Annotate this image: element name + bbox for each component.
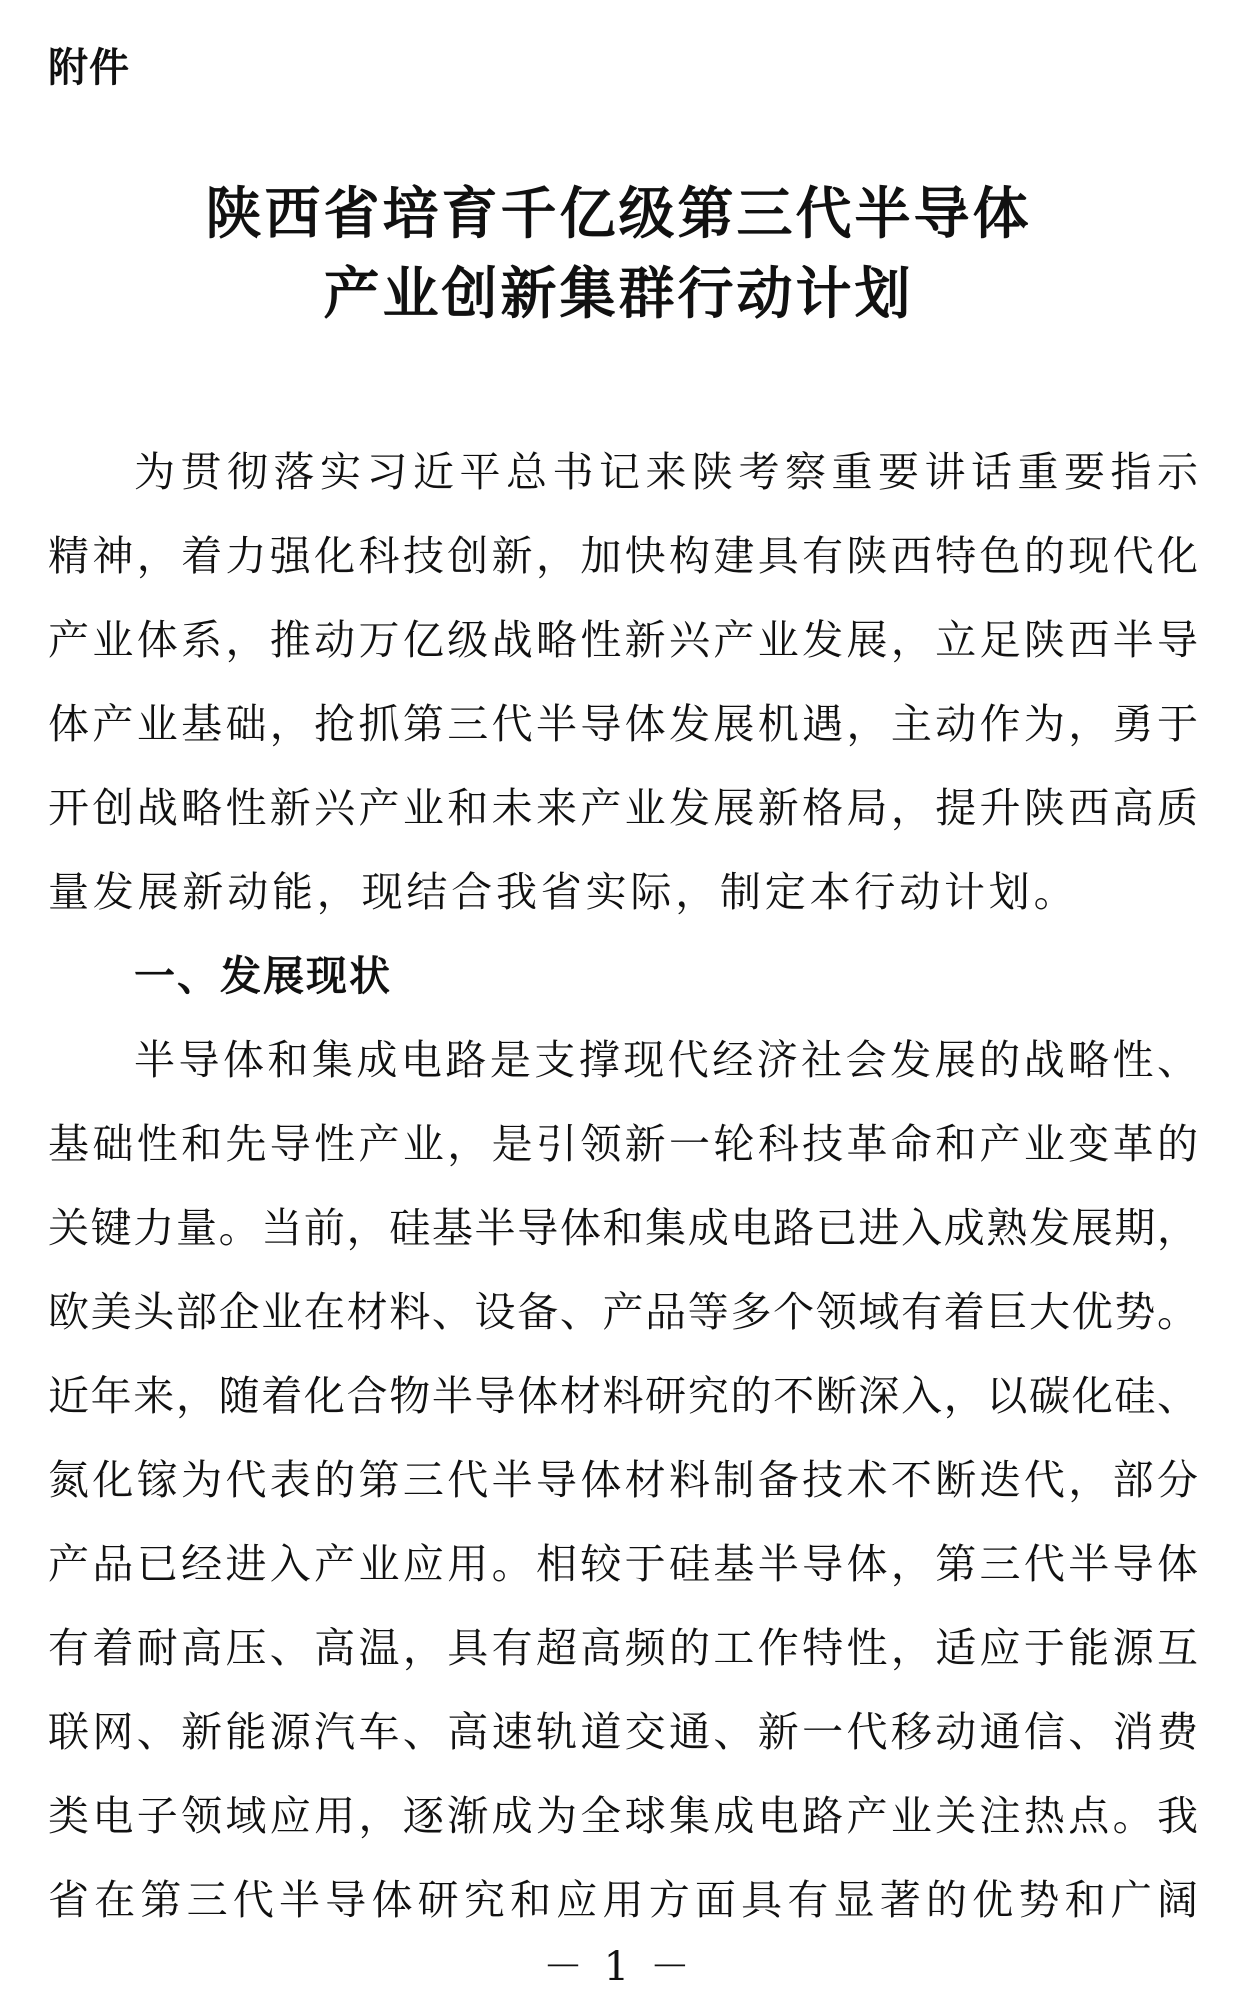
paragraph-1-line: 为贯彻落实习近平总书记来陕考察重要讲话重要指示 [134, 448, 1198, 496]
paragraph-2-line: 产品已经进入产业应用。相较于硅基半导体，第三代半导体 [48, 1540, 1198, 1588]
paragraph-2-line: 近年来，随着化合物半导体材料研究的不断深入，以碳化硅、 [48, 1372, 1198, 1420]
paragraph-2-line: 省在第三代半导体研究和应用方面具有显著的优势和广阔 [48, 1876, 1198, 1924]
title-line-2: 产业创新集群行动计划 [323, 262, 914, 327]
document-body [48, 430, 1198, 1942]
paragraph-2-line: 类电子领域应用，逐渐成为全球集成电路产业关注热点。我 [48, 1792, 1198, 1840]
paragraph-1-line: 开创战略性新兴产业和未来产业发展新格局，提升陕西高质 [48, 784, 1198, 832]
paragraph-1-line: 产业体系，推动万亿级战略性新兴产业发展，立足陕西半导 [48, 616, 1198, 664]
page-number: － 1 － [543, 1944, 694, 1990]
paragraph-2-line: 半导体和集成电路是支撑现代经济社会发展的战略性、 [134, 1036, 1198, 1084]
paragraph-2-line: 关键力量。当前，硅基半导体和集成电路已进入成熟发展期， [48, 1204, 1198, 1252]
attachment-label: 附件 [48, 45, 130, 91]
paragraph-2-line: 有着耐高压、高温，具有超高频的工作特性，适应于能源互 [48, 1624, 1198, 1672]
paragraph-2-line: 基础性和先导性产业，是引领新一轮科技革命和产业变革的 [48, 1120, 1198, 1168]
paragraph-2-line: 欧美头部企业在材料、设备、产品等多个领域有着巨大优势。 [48, 1288, 1198, 1336]
paragraph-1-line: 体产业基础，抢抓第三代半导体发展机遇，主动作为，勇于 [48, 700, 1198, 748]
section-heading: 一、发展现状 [134, 952, 392, 1000]
paragraph-1-line: 精神，着力强化科技创新，加快构建具有陕西特色的现代化 [48, 532, 1198, 580]
paragraph-1-line: 量发展新动能，现结合我省实际，制定本行动计划。 [48, 868, 1079, 916]
title-line-1: 陕西省培育千亿级第三代半导体 [205, 182, 1032, 247]
paragraph-2-line: 氮化镓为代表的第三代半导体材料制备技术不断迭代，部分 [48, 1456, 1198, 1504]
paragraph-2-line: 联网、新能源汽车、高速轨道交通、新一代移动通信、消费 [48, 1708, 1198, 1756]
